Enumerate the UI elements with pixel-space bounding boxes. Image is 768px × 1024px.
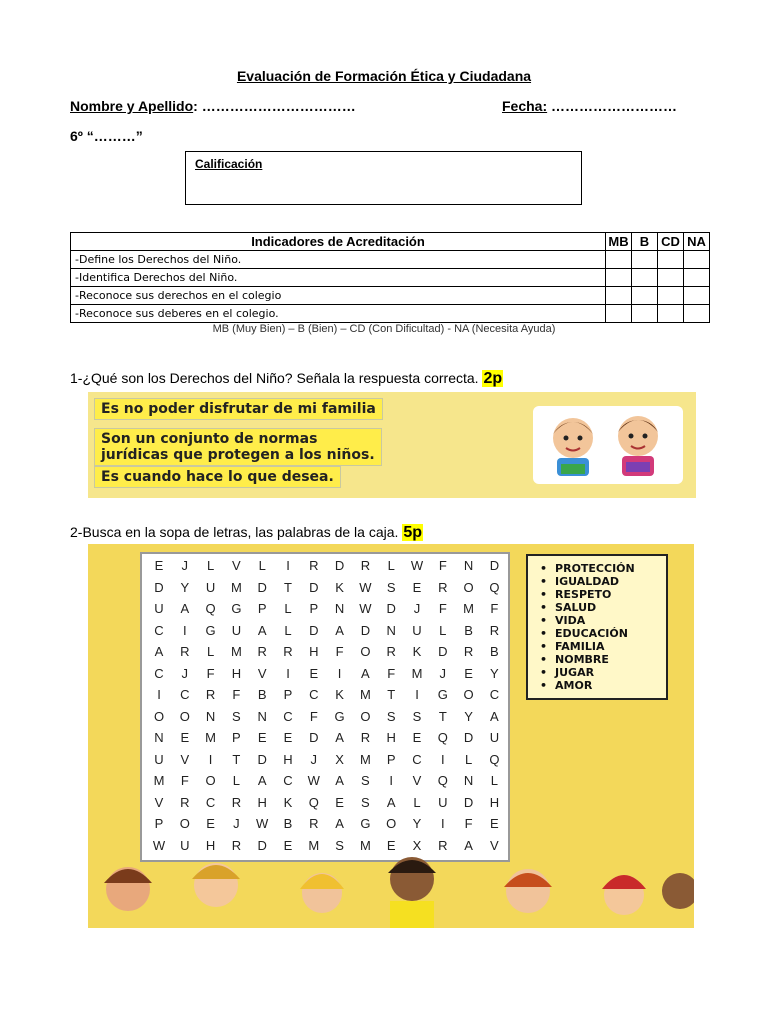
table-header: CD bbox=[658, 233, 684, 251]
grid-letter[interactable]: M bbox=[463, 601, 475, 616]
answer-option-2[interactable] bbox=[94, 428, 382, 466]
question-1 bbox=[70, 370, 503, 388]
grid-letter[interactable]: W bbox=[307, 773, 320, 788]
grid-letter[interactable]: W bbox=[359, 601, 372, 616]
grid-letter[interactable]: U bbox=[180, 837, 190, 853]
grid-letter[interactable]: R bbox=[257, 644, 267, 659]
legend: MB (Muy Bien) – B (Bien) – CD (Con Dificultad) - NA (Necesita Ayuda) bbox=[212, 323, 556, 335]
date-label: Fecha: bbox=[502, 98, 548, 114]
word-list-item: • AMOR bbox=[544, 679, 666, 692]
grid-letter[interactable]: H bbox=[283, 751, 293, 767]
word-search-grid[interactable] bbox=[140, 552, 510, 862]
grid-letter[interactable]: D bbox=[309, 730, 319, 745]
grid-letter[interactable]: M bbox=[359, 687, 371, 702]
grid-letter[interactable]: U bbox=[205, 579, 216, 595]
grid-letter[interactable]: Q bbox=[205, 601, 216, 616]
date-field[interactable] bbox=[502, 98, 677, 114]
grid-letter[interactable]: F bbox=[180, 773, 189, 788]
grid-letter[interactable]: D bbox=[309, 579, 319, 595]
name-label: Nombre y Apellido bbox=[70, 98, 194, 114]
grid-letter[interactable]: N bbox=[257, 708, 267, 724]
grid-letter[interactable]: L bbox=[439, 622, 447, 638]
grid-letter[interactable]: X bbox=[412, 837, 422, 853]
date-blank: ……………………… bbox=[547, 98, 678, 114]
grid-letter[interactable]: F bbox=[438, 558, 447, 573]
points-badge: 2p bbox=[483, 370, 503, 387]
grid-letter[interactable]: T bbox=[232, 751, 241, 767]
grid-letter[interactable]: R bbox=[386, 644, 396, 659]
grid-letter[interactable]: E bbox=[386, 837, 396, 853]
grid-letter[interactable]: M bbox=[359, 837, 371, 853]
grid-letter[interactable]: L bbox=[413, 794, 421, 810]
table-header: NA bbox=[684, 233, 710, 251]
grid-letter[interactable]: B bbox=[490, 644, 499, 659]
grid-letter[interactable]: R bbox=[438, 837, 448, 853]
grid-letter[interactable]: P bbox=[154, 816, 164, 831]
grid-letter[interactable]: Y bbox=[412, 816, 422, 831]
grid-letter[interactable]: H bbox=[205, 837, 216, 853]
check-cell[interactable] bbox=[606, 251, 632, 269]
grid-letter[interactable]: O bbox=[179, 708, 190, 724]
table-header-row bbox=[71, 233, 710, 251]
grid-letter[interactable]: C bbox=[489, 687, 500, 702]
grid-letter[interactable]: K bbox=[412, 644, 422, 659]
grid-letter[interactable]: K bbox=[283, 794, 293, 810]
grid-letter[interactable]: U bbox=[154, 751, 164, 767]
grid-letter[interactable]: C bbox=[154, 665, 164, 681]
grid-letter[interactable]: E bbox=[206, 816, 215, 831]
grid-letter[interactable]: F bbox=[438, 601, 447, 616]
grid-letter[interactable]: U bbox=[154, 601, 164, 616]
grid-letter[interactable]: B bbox=[283, 816, 293, 831]
grid-letter[interactable]: E bbox=[335, 794, 344, 810]
grid-letter[interactable]: J bbox=[181, 558, 189, 573]
grid-letter[interactable]: C bbox=[283, 773, 293, 788]
grid-letter[interactable]: D bbox=[257, 837, 267, 853]
check-cell[interactable] bbox=[606, 305, 632, 323]
grid-letter[interactable]: R bbox=[463, 644, 474, 659]
grid-letter[interactable]: G bbox=[360, 816, 371, 831]
indicator-cell: -Reconoce sus deberes en el colegio. bbox=[71, 305, 606, 323]
grid-letter[interactable]: I bbox=[440, 751, 445, 767]
grid-letter[interactable]: J bbox=[310, 751, 318, 767]
check-cell[interactable] bbox=[658, 305, 684, 323]
grid-letter[interactable]: P bbox=[283, 687, 293, 702]
grid-letter[interactable]: E bbox=[412, 579, 422, 595]
word-list-item: • PROTECCIÓN bbox=[544, 562, 666, 575]
answer-option-3[interactable]: Es cuando hace lo que desea. bbox=[94, 466, 341, 488]
grid-letter[interactable]: D bbox=[257, 579, 267, 595]
grid-letter[interactable]: J bbox=[413, 601, 421, 616]
grid-letter[interactable]: R bbox=[309, 558, 319, 573]
grid-letter[interactable]: E bbox=[180, 730, 190, 745]
grid-letter[interactable]: D bbox=[309, 622, 319, 638]
word-list bbox=[528, 562, 666, 692]
grid-letter[interactable]: L bbox=[258, 558, 266, 573]
grid-letter[interactable]: D bbox=[386, 601, 396, 616]
word-list-item: • RESPETO bbox=[544, 588, 666, 601]
grid-letter[interactable]: C bbox=[205, 794, 216, 810]
grid-letter[interactable]: L bbox=[206, 644, 215, 659]
indicator-cell: -Reconoce sus derechos en el colegio bbox=[71, 287, 606, 305]
grid-letter[interactable]: Q bbox=[437, 730, 448, 745]
check-cell[interactable] bbox=[658, 287, 684, 305]
indicator-cell: -Define los Derechos del Niño. bbox=[71, 251, 606, 269]
grid-letter[interactable]: V bbox=[257, 665, 267, 681]
grid-letter[interactable]: H bbox=[386, 730, 396, 745]
word-list-box bbox=[526, 554, 668, 700]
grid-letter[interactable]: G bbox=[437, 687, 448, 702]
grid-letter[interactable]: M bbox=[359, 751, 371, 767]
grid-letter[interactable]: H bbox=[231, 665, 242, 681]
word-list-item: • SALUD bbox=[544, 601, 666, 614]
grid-letter[interactable]: R bbox=[205, 687, 216, 702]
grid-letter[interactable]: O bbox=[205, 773, 216, 788]
grid-letter[interactable]: A bbox=[335, 816, 344, 831]
grid-letter[interactable]: V bbox=[232, 558, 241, 573]
grid-letter[interactable]: L bbox=[464, 751, 473, 767]
grid-letter[interactable]: D bbox=[360, 622, 371, 638]
grid-letter[interactable]: M bbox=[230, 579, 242, 595]
grid-letter[interactable]: H bbox=[257, 794, 267, 810]
grid-letter[interactable]: O bbox=[360, 708, 371, 724]
reading-kids-illustration bbox=[533, 406, 683, 484]
word-list-item: • NOMBRE bbox=[544, 653, 666, 666]
grid-letter[interactable]: I bbox=[286, 558, 290, 573]
grid-letter[interactable]: G bbox=[231, 601, 242, 616]
grid-letter[interactable]: R bbox=[438, 579, 448, 595]
grid-letter[interactable]: L bbox=[284, 622, 292, 638]
grid-letter[interactable]: C bbox=[309, 687, 319, 702]
grid-letter[interactable]: F bbox=[387, 665, 396, 681]
grid-letter[interactable]: G bbox=[334, 708, 345, 724]
grid-letter[interactable]: O bbox=[360, 644, 371, 659]
check-cell[interactable] bbox=[606, 269, 632, 287]
grid-letter[interactable]: L bbox=[284, 601, 292, 616]
grid-letter[interactable]: S bbox=[412, 708, 422, 724]
grid-letter[interactable]: T bbox=[284, 579, 292, 595]
grid-letter[interactable]: C bbox=[283, 708, 293, 724]
grid-letter[interactable]: U bbox=[438, 794, 448, 810]
grid-letter[interactable]: I bbox=[157, 687, 161, 702]
answer-options-panel bbox=[88, 392, 696, 498]
grid-letter[interactable]: M bbox=[153, 773, 165, 788]
answer-option-2-line-1: Son un conjunto de normas bbox=[101, 431, 318, 447]
grid-letter[interactable]: B bbox=[257, 687, 267, 702]
grid-letter[interactable]: L bbox=[232, 773, 240, 788]
points-badge: 5p bbox=[403, 524, 422, 541]
name-blank: : …………………………… bbox=[193, 98, 356, 114]
grid-letter[interactable]: P bbox=[309, 601, 319, 616]
grid-letter[interactable]: R bbox=[231, 794, 242, 810]
grid-letter[interactable]: C bbox=[412, 751, 422, 767]
grid-letter[interactable]: P bbox=[257, 601, 267, 616]
grid-letter[interactable]: C bbox=[154, 622, 164, 638]
grid-letter[interactable]: L bbox=[387, 558, 395, 573]
grid-letter[interactable]: J bbox=[233, 816, 240, 831]
grid-letter[interactable]: H bbox=[489, 794, 500, 810]
page-title: Evaluación de Formación Ética y Ciudadana bbox=[236, 68, 532, 84]
grid-letter[interactable]: Y bbox=[490, 665, 499, 681]
check-cell[interactable] bbox=[684, 287, 710, 305]
grid-letter[interactable]: R bbox=[180, 794, 190, 810]
check-cell[interactable] bbox=[684, 251, 710, 269]
grid-letter[interactable]: K bbox=[335, 579, 344, 595]
grid-letter[interactable]: A bbox=[180, 601, 190, 616]
grid-letter[interactable]: U bbox=[489, 730, 500, 745]
table-header: B bbox=[632, 233, 658, 251]
grid-letter[interactable]: R bbox=[283, 644, 293, 659]
grid-letter[interactable]: S bbox=[232, 708, 241, 724]
grid-letter[interactable]: D bbox=[154, 579, 164, 595]
grid-letter[interactable]: L bbox=[206, 558, 215, 573]
grid-letter[interactable]: I bbox=[337, 665, 342, 681]
grid-letter[interactable]: B bbox=[464, 622, 473, 638]
grid-letter[interactable]: U bbox=[412, 622, 422, 638]
grid-letter[interactable]: I bbox=[415, 687, 419, 702]
check-cell[interactable] bbox=[632, 305, 658, 323]
grid-letter[interactable]: K bbox=[335, 687, 344, 702]
grid-letter[interactable]: I bbox=[389, 773, 393, 788]
word-list-item: • VIDA bbox=[544, 614, 666, 627]
grid-letter[interactable]: E bbox=[464, 665, 473, 681]
grid-letter[interactable]: I bbox=[286, 665, 290, 681]
question-2 bbox=[70, 524, 423, 542]
grid-letter[interactable]: E bbox=[283, 730, 293, 745]
grid-letter[interactable]: E bbox=[257, 730, 267, 745]
grid-letter[interactable]: F bbox=[206, 665, 215, 681]
grid-letter[interactable]: I bbox=[182, 622, 187, 638]
grid-letter[interactable]: G bbox=[205, 622, 216, 638]
grid-letter[interactable]: N bbox=[386, 622, 396, 638]
check-cell[interactable] bbox=[606, 287, 632, 305]
grid-letter[interactable]: M bbox=[230, 644, 242, 659]
grid-letter[interactable]: W bbox=[410, 558, 424, 573]
grid-letter[interactable]: P bbox=[232, 730, 241, 745]
word-list-item: • JUGAR bbox=[544, 666, 666, 679]
word-search-panel bbox=[88, 544, 694, 928]
grade-box[interactable] bbox=[185, 151, 582, 205]
grid-letter[interactable]: E bbox=[412, 730, 422, 745]
grid-letter[interactable]: D bbox=[257, 751, 267, 767]
grid-letter[interactable]: A bbox=[257, 622, 267, 638]
grid-letter[interactable]: A bbox=[361, 665, 370, 681]
grid-letter[interactable]: A bbox=[257, 773, 267, 788]
grid-letter[interactable]: N bbox=[463, 773, 474, 788]
indicator-cell: -Identifica Derechos del Niño. bbox=[71, 269, 606, 287]
word-list-item: • IGUALDAD bbox=[544, 575, 666, 588]
table-header: MB bbox=[606, 233, 632, 251]
grid-letter[interactable]: O bbox=[463, 579, 474, 595]
grid-letter[interactable]: D bbox=[463, 730, 474, 745]
grid-letter[interactable]: N bbox=[463, 558, 474, 573]
check-cell[interactable] bbox=[658, 269, 684, 287]
grid-letter[interactable]: Y bbox=[464, 708, 473, 724]
grid-letter[interactable]: Q bbox=[489, 751, 500, 767]
grid-letter[interactable]: W bbox=[152, 837, 166, 853]
grid-letter[interactable]: Q bbox=[437, 773, 448, 788]
answer-option-2-line-2: jurídicas que protegen a los niños. bbox=[101, 447, 375, 463]
grid-letter[interactable]: P bbox=[386, 751, 396, 767]
grid-letter[interactable]: E bbox=[309, 665, 319, 681]
grid-letter[interactable]: O bbox=[153, 708, 165, 724]
grid-letter[interactable]: D bbox=[489, 558, 500, 573]
check-cell[interactable] bbox=[632, 251, 658, 269]
check-cell[interactable] bbox=[632, 269, 658, 287]
grid-letter[interactable]: X bbox=[335, 751, 344, 767]
grid-letter[interactable]: N bbox=[205, 708, 216, 724]
grid-letter[interactable]: Q bbox=[489, 579, 500, 595]
grid-letter[interactable]: R bbox=[360, 558, 371, 573]
children-illustration bbox=[88, 849, 694, 928]
grid-letter[interactable]: C bbox=[180, 687, 190, 702]
grid-letter[interactable]: O bbox=[179, 816, 190, 831]
grid-letter[interactable]: S bbox=[335, 837, 344, 853]
grid-letter[interactable]: V bbox=[154, 794, 164, 810]
grid-letter[interactable]: J bbox=[181, 665, 189, 681]
grid-letter[interactable]: M bbox=[205, 730, 217, 745]
question-1-text: 1-¿Qué son los Derechos del Niño? Señala la respuesta correcta. bbox=[70, 370, 483, 386]
grid-letter[interactable]: A bbox=[464, 837, 473, 853]
grid-letter[interactable]: I bbox=[208, 751, 213, 767]
grid-letter[interactable]: Q bbox=[308, 794, 319, 810]
grid-letter[interactable]: A bbox=[335, 773, 344, 788]
grid-letter[interactable]: A bbox=[154, 644, 164, 659]
grid-letter[interactable]: S bbox=[361, 773, 370, 788]
grid-letter[interactable]: V bbox=[490, 837, 499, 853]
grid-letter[interactable]: A bbox=[335, 730, 344, 745]
grade-box-label: Calificación bbox=[195, 157, 263, 171]
indicators-table bbox=[70, 232, 710, 323]
grid-letter[interactable]: O bbox=[463, 687, 474, 702]
word-list-item: • FAMILIA bbox=[544, 640, 666, 653]
answer-option-1[interactable]: Es no poder disfrutar de mi familia bbox=[94, 398, 383, 420]
grid-letter[interactable]: H bbox=[309, 644, 319, 659]
grid-letter[interactable]: F bbox=[232, 687, 241, 702]
check-cell[interactable] bbox=[684, 305, 710, 323]
check-cell[interactable] bbox=[658, 251, 684, 269]
grid-letter[interactable]: V bbox=[412, 773, 422, 788]
name-field[interactable] bbox=[70, 98, 356, 114]
check-cell[interactable] bbox=[684, 269, 710, 287]
table-header: Indicadores de Acreditación bbox=[71, 233, 606, 251]
grid-letter[interactable]: Y bbox=[180, 579, 190, 595]
grid-letter[interactable]: N bbox=[334, 601, 345, 616]
grade-field: 6º “………” bbox=[70, 128, 143, 144]
grid-letter[interactable]: M bbox=[411, 665, 423, 681]
grid-letter[interactable]: R bbox=[309, 816, 319, 831]
grid-letter[interactable]: F bbox=[335, 644, 344, 659]
grid-letter[interactable]: A bbox=[490, 708, 499, 724]
grid-letter[interactable]: S bbox=[361, 794, 370, 810]
grid-letter[interactable]: D bbox=[334, 558, 345, 573]
grid-letter[interactable]: L bbox=[490, 773, 498, 788]
grid-letter[interactable]: E bbox=[283, 837, 293, 853]
grid-letter[interactable]: J bbox=[439, 665, 447, 681]
check-cell[interactable] bbox=[632, 287, 658, 305]
grid-letter[interactable]: T bbox=[438, 708, 447, 724]
grid-letter[interactable]: W bbox=[359, 579, 372, 595]
grid-letter[interactable]: I bbox=[440, 816, 445, 831]
grid-letter[interactable]: E bbox=[490, 816, 499, 831]
grid-letter[interactable]: S bbox=[386, 708, 396, 724]
grid-letter[interactable]: A bbox=[386, 794, 396, 810]
grid-letter[interactable]: E bbox=[154, 558, 164, 573]
grid-letter[interactable]: D bbox=[463, 794, 474, 810]
grid-letter[interactable]: O bbox=[386, 816, 397, 831]
table-row bbox=[71, 251, 710, 269]
grid-letter[interactable]: F bbox=[309, 708, 318, 724]
grid-letter[interactable]: M bbox=[308, 837, 320, 853]
grid-letter[interactable]: A bbox=[335, 622, 344, 638]
grid-letter[interactable]: U bbox=[231, 622, 242, 638]
grid-letter[interactable]: R bbox=[231, 837, 242, 853]
grid-letter[interactable]: T bbox=[387, 687, 396, 702]
grid-letter[interactable]: V bbox=[180, 751, 190, 767]
word-list-item: • EDUCACIÓN bbox=[544, 627, 666, 640]
grid-letter[interactable]: R bbox=[360, 730, 371, 745]
grid-letter[interactable]: S bbox=[386, 579, 396, 595]
grid-letter[interactable]: F bbox=[490, 601, 499, 616]
grid-letter[interactable]: R bbox=[489, 622, 500, 638]
grid-letter[interactable]: W bbox=[256, 816, 269, 831]
table-row bbox=[71, 287, 710, 305]
table-row bbox=[71, 305, 710, 323]
grid-letter[interactable]: F bbox=[464, 816, 473, 831]
question-2-text: 2-Busca en la sopa de letras, las palabras de la caja. bbox=[70, 524, 403, 540]
grid-letter[interactable]: N bbox=[154, 730, 164, 745]
table-row bbox=[71, 269, 710, 287]
grid-letter[interactable]: R bbox=[180, 644, 190, 659]
grid-letter[interactable]: D bbox=[438, 644, 448, 659]
